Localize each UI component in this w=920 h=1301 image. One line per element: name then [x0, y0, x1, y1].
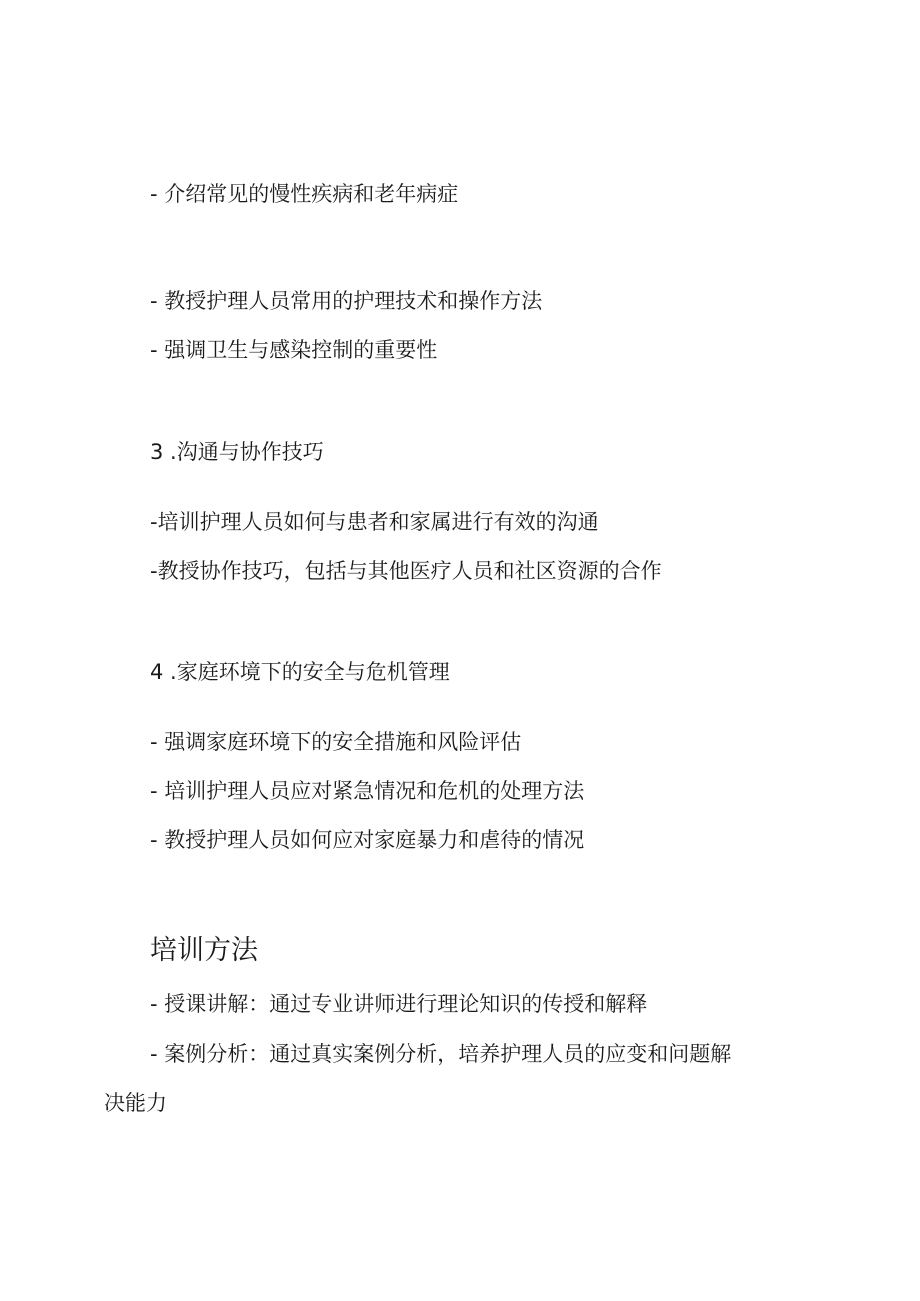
bullet-domestic-violence: - 教授护理人员如何应对家庭暴力和虐待的情况: [150, 828, 585, 852]
bullet-lecture: - 授课讲解：通过专业讲师进行理论知识的传授和解释: [150, 992, 648, 1016]
bullet-nursing-techniques: - 教授护理人员常用的护理技术和操作方法: [150, 289, 543, 313]
bullet-hygiene-infection-control: - 强调卫生与感染控制的重要性: [150, 338, 438, 362]
bullet-emergency-handling: - 培训护理人员应对紧急情况和危机的处理方法: [150, 779, 585, 803]
bullet-case-analysis: - 案例分析：通过真实案例分析，培养护理人员的应变和问题解: [150, 1042, 732, 1066]
bullet-collaboration-skills: -教授协作技巧，包括与其他医疗人员和社区资源的合作: [150, 559, 662, 583]
bullet-case-analysis-continued: 决能力: [104, 1091, 167, 1115]
bullet-safety-risk-assessment: - 强调家庭环境下的安全措施和风险评估: [150, 730, 522, 754]
bullet-chronic-diseases: - 介绍常见的慢性疾病和老年病症: [150, 182, 459, 206]
heading-training-methods: 培训方法: [150, 935, 258, 966]
section-title-communication: 3 .沟通与协作技巧: [150, 440, 324, 464]
section-title-safety-crisis: 4 .家庭环境下的安全与危机管理: [150, 660, 450, 684]
bullet-effective-communication: -培训护理人员如何与患者和家属进行有效的沟通: [150, 510, 599, 534]
